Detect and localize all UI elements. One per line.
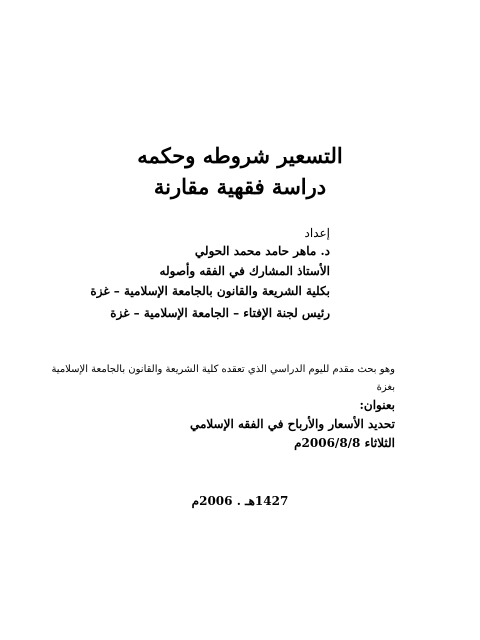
title-line-1: التسعير شروطه وحكمه xyxy=(137,143,343,168)
topic-title: تحديد الأسعار والأرباح في الفقه الإسلامي xyxy=(189,417,395,431)
event-date: الثلاثاء 2006/8/8م xyxy=(294,436,395,450)
author-name: د. ماهر حامد محمد الحولي xyxy=(194,244,330,258)
year-line: 1427هـ . 2006م xyxy=(191,494,289,508)
author-position-2: بكلية الشريعة والقانون بالجامعة الإسلامية – غزة xyxy=(90,284,330,298)
intro-text-line-2: بغزة xyxy=(376,382,395,393)
intro-text-line-1: وهو بحث مقدم لليوم الدراسي الذي تعقده كلية الشريعة والقانون بالجامعة الإسلامية xyxy=(51,364,395,375)
title-line-2: دراسة فقهية مقارنة xyxy=(153,174,327,199)
author-position-1: الأستاذ المشارك في الفقه وأصوله xyxy=(159,264,330,278)
author-position-3: رئيس لجنة الإفتاء – الجامعة الإسلامية – غزة xyxy=(110,306,330,320)
prepared-by-label: إعداد xyxy=(304,226,330,240)
title-label: بعنوان: xyxy=(359,398,395,412)
